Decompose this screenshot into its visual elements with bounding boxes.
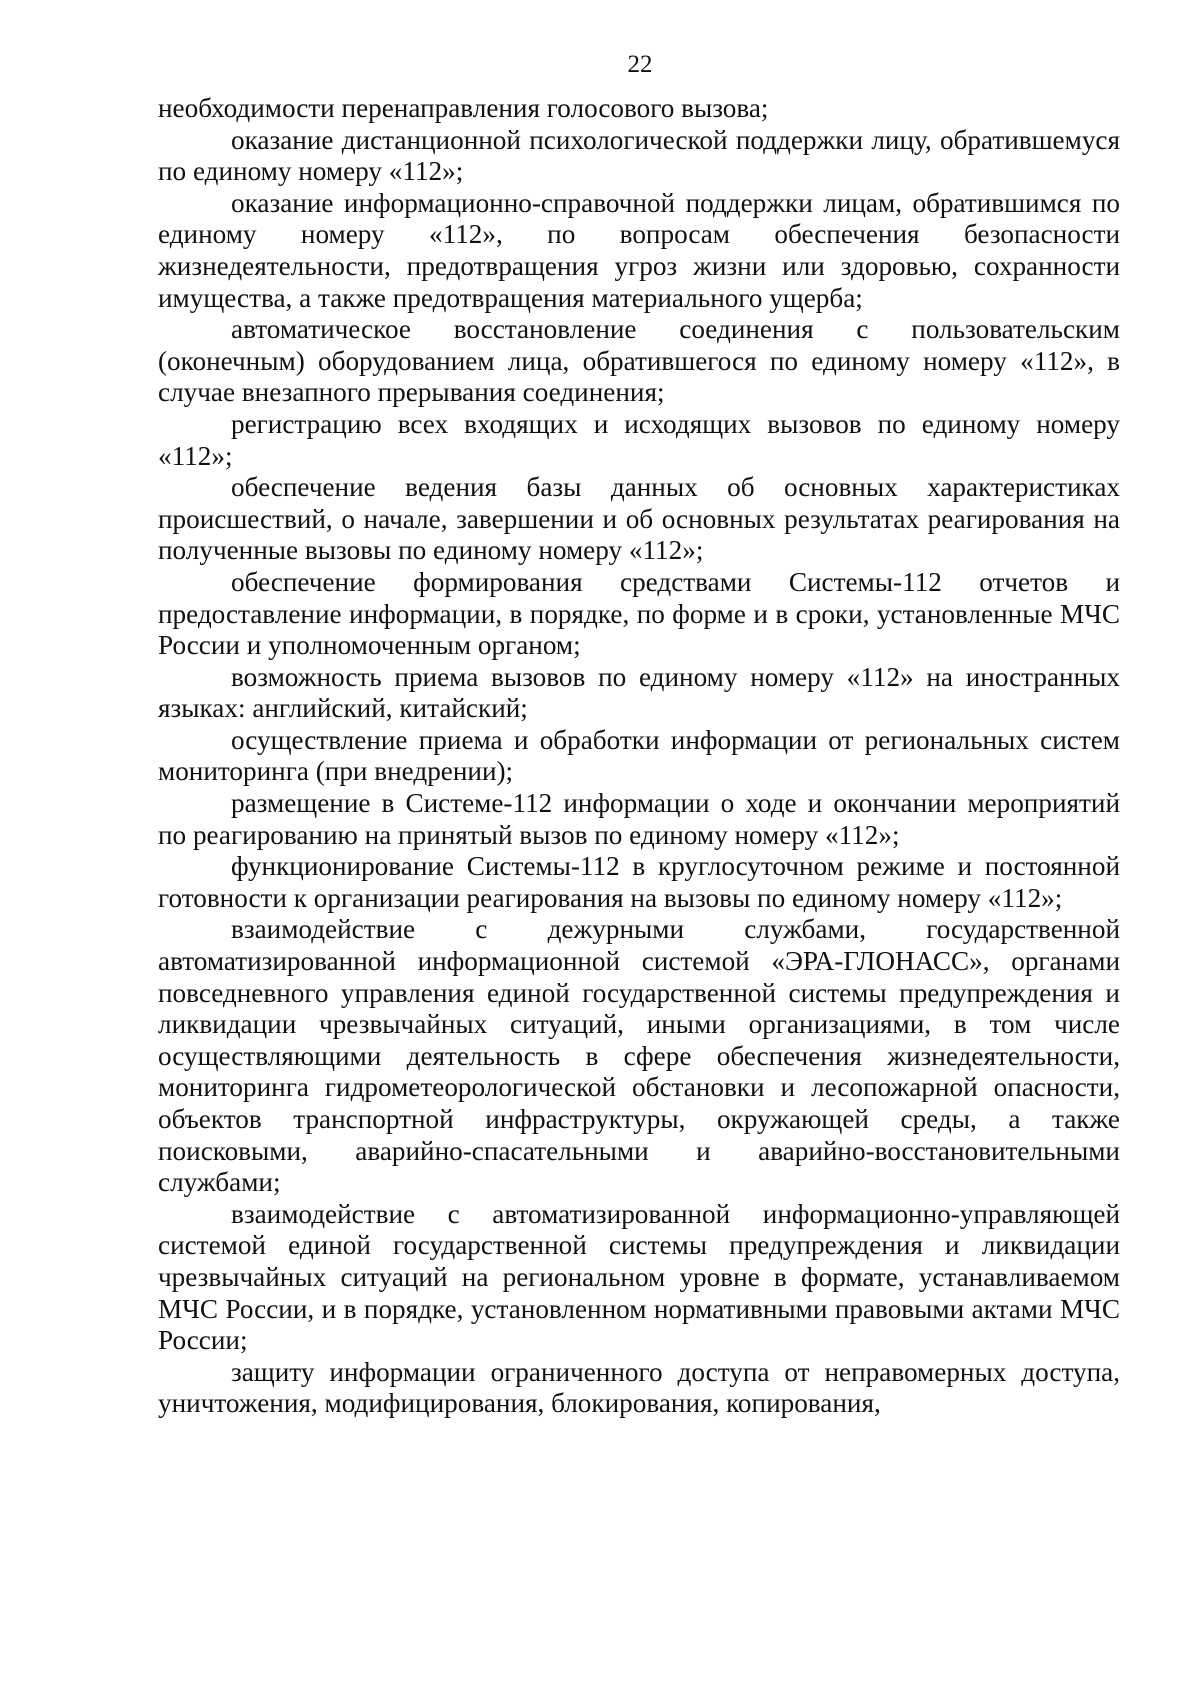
- paragraph: обеспечение формирования средствами Системы-112 отчетов и предоставление информации, в порядке, по форме и в сроки, установленные МЧС России и уполномоченным органом;: [158, 566, 1120, 661]
- paragraph: автоматическое восстановление соединения с пользовательским (оконечным) оборудованием лица, обратившегося по единому номеру «112», в случае внезапного прерывания соединения;: [158, 314, 1120, 408]
- paragraph: размещение в Системе-112 информации о ходе и окончании мероприятий по реагированию на принятый вызов по единому номеру «112»;: [158, 788, 1120, 850]
- paragraph: оказание информационно-справочной поддержки лицам, обратившимся по единому номеру «112», по вопросам обеспечения безопасности жизнедеятельности, предотвращения угроз жизни или здоровью, сохранности имущества, а также предотвращения материального ущерба;: [158, 187, 1120, 313]
- paragraph: возможность приема вызовов по единому номеру «112» на иностранных языках: английский, китайский;: [158, 661, 1120, 724]
- paragraph: осуществление приема и обработки информации от региональных систем мониторинга (при внедрении);: [158, 724, 1120, 787]
- paragraph: защиту информации ограниченного доступа от неправомерных доступа, уничтожения, модифицирования, блокирования, копирования,: [158, 1356, 1120, 1419]
- page-number: 22: [627, 51, 653, 78]
- paragraph: обеспечение ведения базы данных об основных характеристиках происшествий, о начале, завершении и об основных результатах реагирования на полученные вызовы по единому номеру «112»;: [158, 472, 1120, 566]
- paragraph: функционирование Системы-112 в круглосуточном режиме и постоянной готовности к организации реагирования на вызовы по единому номеру «112»;: [158, 851, 1120, 913]
- paragraph: взаимодействие с дежурными службами, государственной автоматизированной информационной системой «ЭРА-ГЛОНАСС», органами повседневного управления единой государственной системы предупреждения и ликвидации чрезвычайных ситуаций, иными организациями, в том числе осуществляющими деятельность в сфере обеспечения жизнедеятельности, мониторинга гидрометеорологической обстановки и лесопожарной опасности, объектов транспортной инфраструктуры, окружающей среды, а также поисковыми, аварийно-спасательными и аварийно-восстановительными службами;: [158, 914, 1120, 1198]
- paragraph: взаимодействие с автоматизированной информационно-управляющей системой единой государственной системы предупреждения и ликвидации чрезвычайных ситуаций на региональном уровне в формате, устанавливаемом МЧС России, и в порядке, установленном нормативными правовыми актами МЧС России;: [158, 1198, 1120, 1356]
- paragraph: необходимости перенаправления голосового вызова;: [158, 93, 769, 123]
- paragraph: регистрацию всех входящих и исходящих вызовов по единому номеру «112»;: [158, 408, 1120, 471]
- paragraph: оказание дистанционной психологической поддержки лицу, обратившемуся по единому номеру «112»;: [158, 124, 1120, 187]
- document-body: [158, 93, 1120, 1420]
